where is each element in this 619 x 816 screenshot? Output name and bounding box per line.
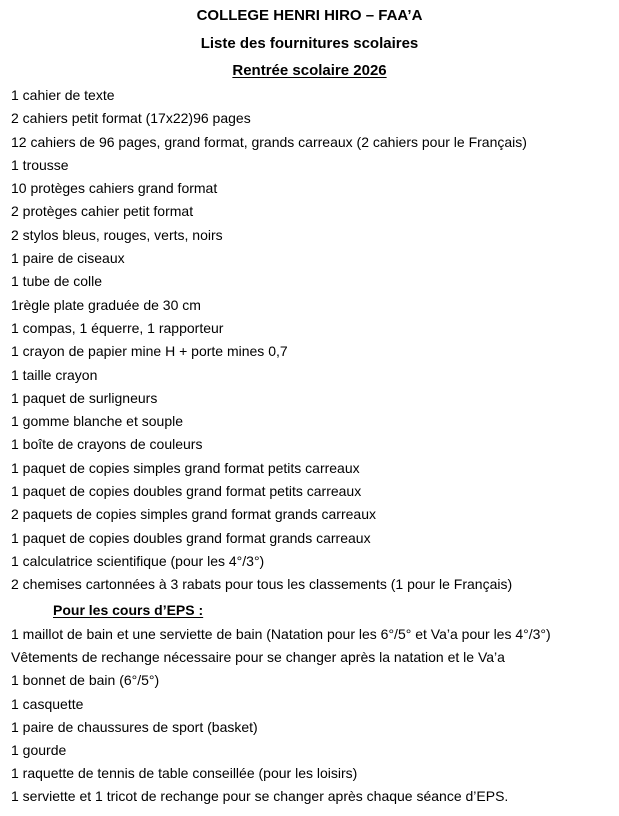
list-item: 1 calculatrice scientifique (pour les 4°/3°): [11, 552, 265, 569]
supply-items-list: [11, 84, 527, 597]
list-item: 1 paquet de copies simples grand format petits carreaux: [11, 459, 360, 476]
eps-section-heading: Pour les cours d’EPS :: [53, 602, 204, 618]
list-item: 1 paire de ciseaux: [11, 250, 125, 267]
list-item: 1règle plate graduée de 30 cm: [11, 296, 201, 313]
list-item: 1 boîte de crayons de couleurs: [11, 436, 203, 453]
list-item: 1 serviette et 1 tricot de rechange pour se changer après chaque séance d’EPS.: [11, 788, 509, 805]
list-item: 1 trousse: [11, 156, 69, 173]
list-item: 1 paquet de surligneurs: [11, 389, 158, 406]
list-item: 1 cahier de texte: [11, 87, 115, 103]
list-item: 1 casquette: [11, 695, 84, 712]
list-item: 1 paire de chaussures de sport (basket): [11, 718, 258, 735]
list-item: 1 tube de colle: [11, 273, 103, 290]
list-item: 1 crayon de papier mine H + porte mines 0,7: [11, 343, 288, 360]
list-item: 1 paquet de copies doubles grand format grands carreaux: [11, 529, 371, 546]
list-item: 10 protèges cahiers grand format: [11, 180, 218, 197]
list-item: 2 stylos bleus, rouges, verts, noirs: [11, 226, 223, 243]
list-item: 1 gourde: [11, 741, 67, 758]
list-item: 12 cahiers de 96 pages, grand format, grands carreaux (2 cahiers pour le Français): [11, 133, 527, 150]
list-title: Liste des fournitures scolaires: [200, 35, 419, 52]
list-item: 2 cahiers petit format (17x22)96 pages: [11, 110, 251, 127]
list-item: 1 compas, 1 équerre, 1 rapporteur: [11, 319, 224, 336]
list-item: 2 chemises cartonnées à 3 rabats pour tous les classements (1 pour le Français): [11, 576, 513, 593]
list-item: 2 paquets de copies simples grand format grands carreaux: [11, 506, 376, 523]
list-item: 1 raquette de tennis de table conseillée (pour les loisirs): [11, 765, 358, 782]
list-item: 1 paquet de copies doubles grand format petits carreaux: [11, 483, 362, 500]
list-item: Vêtements de rechange nécessaire pour se changer après la natation et le Va’a: [11, 649, 505, 666]
list-item: 1 taille crayon: [11, 366, 98, 383]
school-year-title: Rentrée scolaire 2026: [232, 62, 387, 79]
list-item: 1 maillot de bain et une serviette de bain (Natation pour les 6°/5° et Va’a pour les 4°/3°): [11, 626, 551, 642]
list-item: 2 protèges cahier petit format: [11, 203, 194, 220]
eps-items-list: [11, 623, 551, 809]
school-name: COLLEGE HENRI HIRO – FAA’A: [196, 7, 423, 24]
list-item: 1 bonnet de bain (6°/5°): [11, 672, 160, 689]
list-item: 1 gomme blanche et souple: [11, 413, 183, 430]
